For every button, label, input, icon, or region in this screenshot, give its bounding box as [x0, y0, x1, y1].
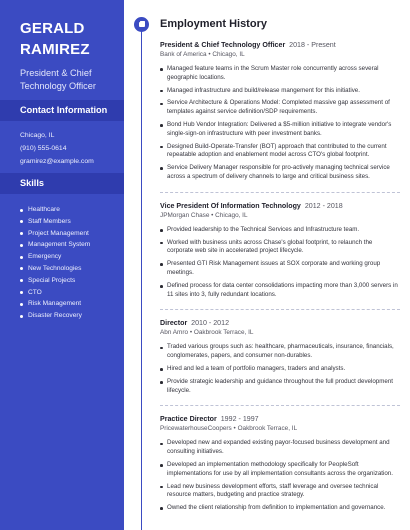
job-divider: [160, 309, 400, 310]
job-location: Chicago, IL: [215, 211, 248, 219]
job-meta: [160, 50, 400, 60]
skill-item: Project Management: [20, 228, 124, 240]
job-bullet: Developed an implementation methodology specifically for PeopleSoft implementations for use by all implementation consultants across the organization.: [160, 461, 400, 479]
job-dates: 2012 - 2018: [304, 201, 343, 210]
job-location: Oakbrook Terrace, IL: [193, 329, 254, 337]
skill-item: Risk Management: [20, 298, 124, 310]
job-company: PricewaterhouseCoopers: [160, 425, 232, 433]
job-meta: [160, 328, 400, 338]
separator-dot-icon: •: [189, 329, 194, 337]
job-dates: 2010 - 2012: [191, 319, 230, 328]
candidate-title: President & Chief Technology Officer: [20, 68, 96, 91]
contact-email[interactable]: gramirez@example.com: [20, 158, 94, 165]
timeline-line: [141, 22, 142, 530]
job-role: Vice President Of Information Technology: [160, 201, 301, 210]
skill-item: CTO: [20, 287, 124, 299]
job-bullet: Developed new and expanded existing payor-focused business development and consulting initiatives.: [160, 439, 400, 457]
job-dates: 2018 - Present: [289, 41, 336, 49]
briefcase-icon: [134, 17, 149, 32]
contact-section: [0, 100, 124, 168]
skills-list: [0, 194, 124, 322]
job-role: President & Chief Technology Officer: [160, 41, 286, 49]
job-bullet: Provided leadership to the Technical Services and Infrastructure team.: [160, 226, 400, 235]
candidate-name: [20, 18, 124, 60]
job-divider: [160, 192, 400, 193]
job-header: [160, 40, 400, 50]
job-bullets: [160, 439, 400, 513]
job-meta: [160, 211, 400, 221]
contact-heading: Contact Information: [0, 100, 124, 121]
job-bullets: [160, 343, 400, 395]
job-bullet: Designed Build-Operate-Transfer (BOT) approach that contributed to the current repeatable adoption and enablement model across CTO's global footprint.: [160, 143, 400, 161]
job-bullet: Provide strategic leadership and guidance throughout the full product development lifecycle.: [160, 378, 400, 396]
job-bullet: Worked with business units across Chase's global footprint, to relaunch the corporate web site in accelerated project lifecycle.: [160, 239, 400, 257]
job-company: Abn Amro: [160, 329, 189, 337]
job-entry: [160, 201, 400, 311]
skill-item: Staff Members: [20, 216, 124, 228]
separator-dot-icon: •: [233, 425, 238, 433]
job-dates: 1992 - 1997: [220, 415, 259, 424]
job-entry: [160, 40, 400, 193]
contact-phone[interactable]: (910) 555-0614: [20, 145, 67, 152]
job-bullet: Service Delivery Manager responsible for pro-actively managing technical service across a spectrum of delivery channels to large and critical business sites.: [160, 164, 400, 182]
job-bullet: Lead new business development efforts, staff leverage and oversee technical resource matters, budgeting and practice strategy.: [160, 483, 400, 501]
job-bullet: Owned the client relationship from definition to implementation and governance.: [160, 504, 400, 513]
job-divider: [160, 405, 400, 406]
job-header: [160, 318, 400, 328]
job-role: Director: [160, 319, 188, 328]
separator-dot-icon: •: [208, 51, 213, 58]
job-role: Practice Director: [160, 415, 217, 424]
job-entry: [160, 414, 400, 513]
job-location: Chicago, IL: [212, 51, 245, 58]
employment-section: [160, 16, 400, 517]
skills-section: [0, 173, 124, 322]
job-bullet: Managed feature teams in the Scrum Master role concurrently across several geographic locations.: [160, 65, 400, 83]
job-company: Bank of America: [160, 51, 207, 58]
job-bullet: Service Architecture & Operations Model: Completed massive gap assessment of templates against service definition/SDP requirements.: [160, 99, 400, 117]
skill-item: Special Projects: [20, 275, 124, 287]
employment-heading: Employment History: [160, 18, 267, 30]
job-bullets: [160, 226, 400, 300]
job-bullet: Traded various groups such as: healthcare, pharmaceuticals, insurance, financials, conglomerates, papers, and consumer non-durables.: [160, 343, 400, 361]
skill-item: Healthcare: [20, 204, 124, 216]
job-bullets: [160, 65, 400, 182]
skill-item: Emergency: [20, 251, 124, 263]
contact-location: Chicago, IL: [20, 132, 55, 139]
job-header: [160, 201, 400, 211]
skill-item: New Technologies: [20, 263, 124, 275]
job-location: Oakbrook Terrace, IL: [237, 425, 298, 433]
job-bullet: Hired and led a team of portfolio managers, traders and analysts.: [160, 365, 400, 374]
job-meta: [160, 424, 400, 434]
job-bullet: Managed infrastructure and build/release mangement for this initiative.: [160, 87, 400, 96]
job-company: JPMorgan Chase: [160, 211, 210, 219]
first-name: GERALD: [20, 20, 85, 37]
job-bullet: Bond Hub Vendor Integration: Delivered a $5-million initiative to integrate vendor's single-sign-on infrastructure with peer investment banks.: [160, 121, 400, 139]
skill-item: Management System: [20, 239, 124, 251]
separator-dot-icon: •: [211, 211, 216, 219]
job-bullet: Presented GTI Risk Management issues at SOX corporate and working group meetings.: [160, 260, 400, 278]
job-entry: [160, 318, 400, 406]
skill-item: Disaster Recovery: [20, 310, 124, 322]
skills-heading: Skills: [0, 173, 124, 194]
job-header: [160, 414, 400, 424]
last-name: RAMIREZ: [20, 41, 90, 58]
job-bullet: Defined process for data center consolidations impacting more than 3,000 servers in 11 sites into 3, fully redundant locations.: [160, 282, 400, 300]
